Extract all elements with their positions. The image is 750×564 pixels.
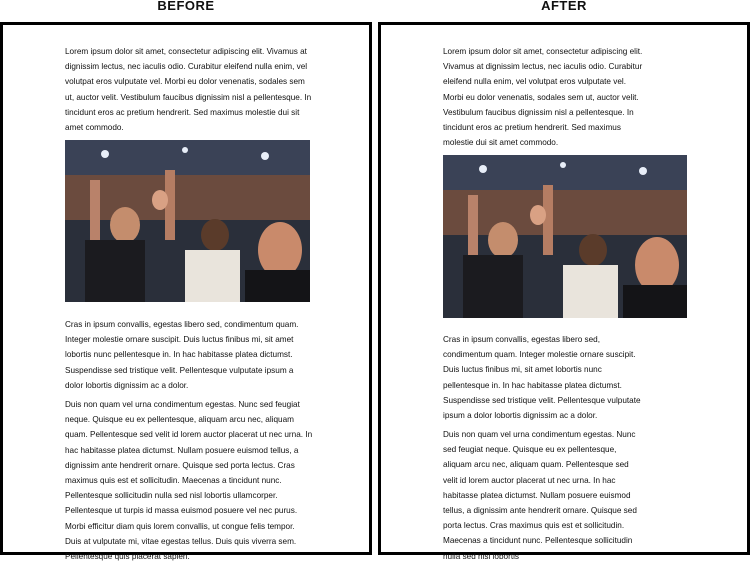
- paragraph-3: Duis non quam vel urna condimentum egestas. Nunc sed feugiat neque. Quisque eu ex pellentesque, aliquam arcu nec, aliquam quam. Pellentesque sed velit id lorem auctor placerat ut nec urna. In hac habitasse platea dictumst. Nullam posuere euismod tellus, a dignissim ante hendrerit ornare. Quisque sed porta lectus. Cras maximus quis est et sollicitudin. Maecenas a tincidunt nunc. Pellentesque sollicitudin nulla sed nisl lobortis ullamcorper. Pellentesque ut turpis id massa euismod posuere vel nec purus. Morbi efficitur diam quis lorem convallis, ut congue felis tempor. Duis at vulputate mi, vitae egestas tellus. Duis quis viverra sem. Pellentesque quis placerat sapien.: [65, 400, 313, 562]
- crowd-photo: [65, 140, 310, 302]
- before-label: BEFORE: [157, 0, 215, 13]
- after-label: AFTER: [541, 0, 587, 13]
- paragraph-1: Lorem ipsum dolor sit amet, consectetur adipiscing elit. Vivamus at dignissim lectus, nec iaculis odio. Curabitur eleifend nulla enim, vel volutpat eros vulputate vel. Morbi eu dolor venenatis, sodales sem ut, auctor velit. Vestibulum faucibus dignissim nisl a pellentesque. In tincidunt eros ac pretium hendrerit. Sed maximus molestie dui sit amet commodo.: [65, 47, 312, 133]
- paragraph-2: Cras in ipsum convallis, egestas libero sed, condimentum quam. Integer molestie ornare suscipit. Duis luctus finibus mi, sit amet lobortis nunc pellentesque in. In hac habitasse platea dictumst. Suspendisse sed tristique velit. Pellentesque vulputate ipsum a dolor lobortis dignissim ac a dolor.: [443, 335, 641, 421]
- before-page: [0, 22, 372, 562]
- crowd-photo: [443, 155, 687, 318]
- after-page: [378, 22, 750, 561]
- paragraph-2: Cras in ipsum convallis, egestas libero sed, condimentum quam. Integer molestie ornare suscipit. Duis luctus finibus mi, sit amet lobortis nunc pellentesque in. In hac habitasse platea dictumst. Suspendisse sed tristique velit. Pellentesque vulputate ipsum a dolor lobortis dignissim ac a dolor.: [65, 320, 299, 390]
- paragraph-1: Lorem ipsum dolor sit amet, consectetur adipiscing elit. Vivamus at dignissim lectus, nec iaculis odio. Curabitur eleifend nulla enim, vel volutpat eros vulputate vel. Morbi eu dolor venenatis, sodales sem ut, auctor velit. Vestibulum faucibus dignissim nisl a pellentesque. In tincidunt eros ac pretium hendrerit. Sed maximus molestie dui sit amet commodo.: [443, 47, 643, 148]
- paragraph-3: Duis non quam vel urna condimentum egestas. Nunc sed feugiat neque. Quisque eu ex pellentesque, aliquam arcu nec, aliquam quam. Pellentesque sed velit id lorem auctor placerat ut nec urna. In hac habitasse platea dictumst. Nullam posuere euismod tellus, a dignissim ante hendrerit ornare. Quisque sed porta lectus. Cras maximus quis est et sollicitudin. Maecenas a tincidunt nunc. Pellentesque sollicitudin nulla sed nisl lobortis: [443, 430, 637, 561]
